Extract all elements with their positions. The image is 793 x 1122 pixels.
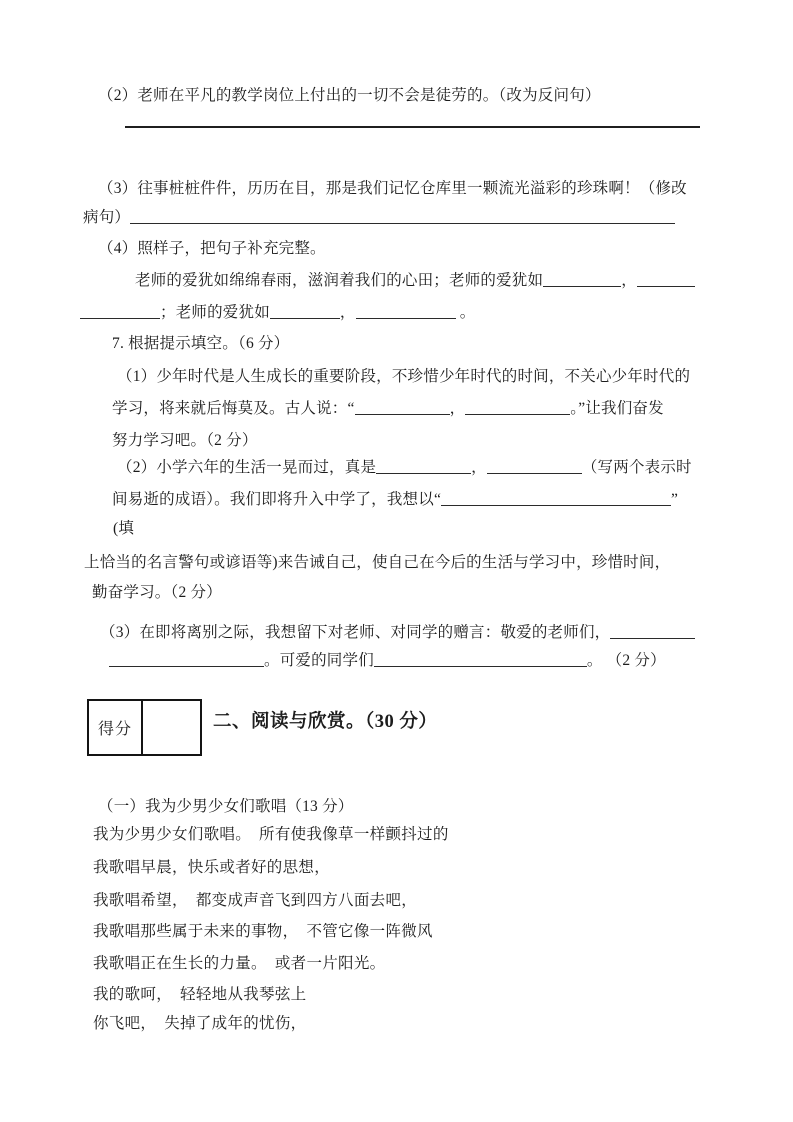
answer-blank <box>441 491 671 506</box>
q7-item1-text: （1）少年时代是人生成长的重要阶段，不珍惜少年时代的时间，不关心少年时代的 <box>117 368 691 385</box>
answer-blank <box>487 459 582 474</box>
q7-item2-line3 <box>113 518 134 539</box>
q7-item3-line2-mid: 。可爱的同学们 <box>264 652 374 669</box>
score-box-value-cell <box>143 701 200 754</box>
poem-line: 你飞吧， 失掉了成年的忧伤， <box>93 1015 307 1032</box>
score-box <box>87 699 202 756</box>
q7-item2-line4-text: 上恰当的名言警句或谚语等)来告诫自己，使自己在今后的生活与学习中，珍惜时间， <box>84 554 671 571</box>
answer-blank <box>356 304 456 319</box>
comma: ， <box>471 459 487 476</box>
answer-blank <box>637 272 695 287</box>
q6-item3-line2 <box>83 207 675 228</box>
q6-item4-line1-text: 老师的爱犹如绵绵春雨，滋润着我们的心田；老师的爱犹如 <box>135 272 544 289</box>
q7-item2-line1-end: （写两个表示时 <box>581 459 692 476</box>
q6-item4-line2-text: ；老师的爱犹如 <box>160 304 270 321</box>
q7-item3-line2 <box>109 650 666 671</box>
answer-blank <box>543 272 621 287</box>
answer-blank <box>270 304 340 319</box>
q7-item2-line5 <box>92 582 222 603</box>
q7-item2-line4 <box>84 552 670 573</box>
q6-item4-text: （4）照样子，把句子补充完整。 <box>98 240 326 257</box>
q7-item2-line1 <box>117 457 692 478</box>
q7-item3-line1 <box>100 622 695 643</box>
q7-item2-line3-text: (填 <box>113 520 135 537</box>
answer-blank <box>130 209 675 224</box>
close-quote: ” <box>671 491 679 508</box>
q7-item1-line1 <box>117 366 690 387</box>
answer-blank <box>109 652 264 667</box>
answer-blank <box>80 304 160 319</box>
answer-blank <box>376 459 471 474</box>
poem-line: 我歌唱早晨，快乐或者好的思想， <box>93 859 331 876</box>
answer-blank <box>374 652 587 667</box>
q7-item3-line1-text: （3）在即将离别之际，我想留下对老师、对同学的赠言：敬爱的老师们， <box>100 624 611 641</box>
score-box-label: 得分 <box>89 701 143 754</box>
q6-item4-line2 <box>80 302 475 323</box>
q6-item4-prompt <box>98 238 326 259</box>
reading-subtitle <box>98 796 353 817</box>
q6-item2-text: （2）老师在平凡的教学岗位上付出的一切不会是徒劳的。（改为反问句） <box>98 87 601 104</box>
reading-subtitle-text: （一）我为少男少女们歌唱（13 分） <box>98 798 354 815</box>
q7-item1-line3 <box>112 430 258 451</box>
answer-blank <box>355 400 450 415</box>
q7-item2-line1-start: （2）小学六年的生活一晃而过，真是 <box>117 459 377 476</box>
q7-item2-line5-text: 勤奋学习。（2 分） <box>92 584 222 601</box>
comma: ， <box>339 304 356 321</box>
q6-item4-line1 <box>135 270 695 291</box>
q7-item1-line2-start: 学习，将来就后悔莫及。古人说：“ <box>112 400 355 417</box>
q6-item3-text: （3）往事桩桩件件，历历在目，那是我们记忆仓库里一颗流光溢彩的珍珠啊！（修改 <box>98 180 687 197</box>
poem-line: 我的歌呵， 轻轻地从我琴弦上 <box>93 986 307 1003</box>
q7-item1-line3-text: 努力学习吧。（2 分） <box>112 432 258 449</box>
comma: ， <box>621 272 637 289</box>
poem-line: 我歌唱希望， 都变成声音飞到四方八面去吧， <box>93 892 418 909</box>
comma: ， <box>449 400 466 417</box>
q6-item3-line1 <box>98 178 687 199</box>
q7-title-text: 7. 根据提示填空。（6 分） <box>112 335 290 352</box>
answer-blank <box>610 624 695 639</box>
q7-item1-line2-end: 。”让我们奋发 <box>570 400 664 417</box>
section2-title: 二、阅读与欣赏。（30 分） <box>213 712 438 732</box>
q7-item3-line2-end: 。 （2 分） <box>586 652 666 669</box>
answer-blank <box>465 400 570 415</box>
poem-line: 我歌唱正在生长的力量。 或者一片阳光。 <box>93 955 386 972</box>
q7-item2-line2 <box>112 489 678 510</box>
q6-item2-prompt <box>98 85 601 106</box>
poem-line: 我为少男少女们歌唱。 所有使我像草一样颤抖过的 <box>93 826 449 843</box>
poem-line: 我歌唱那些属于未来的事物， 不管它像一阵微风 <box>93 923 433 940</box>
period: 。 <box>459 304 476 321</box>
q6-item3-label: 病句） <box>83 209 131 226</box>
q6-item2-answer-line <box>125 126 700 128</box>
q7-title <box>112 333 289 354</box>
q7-item2-line2-start: 间易逝的成语）。我们即将升入中学了，我想以“ <box>112 491 442 508</box>
q7-item1-line2 <box>112 398 664 419</box>
